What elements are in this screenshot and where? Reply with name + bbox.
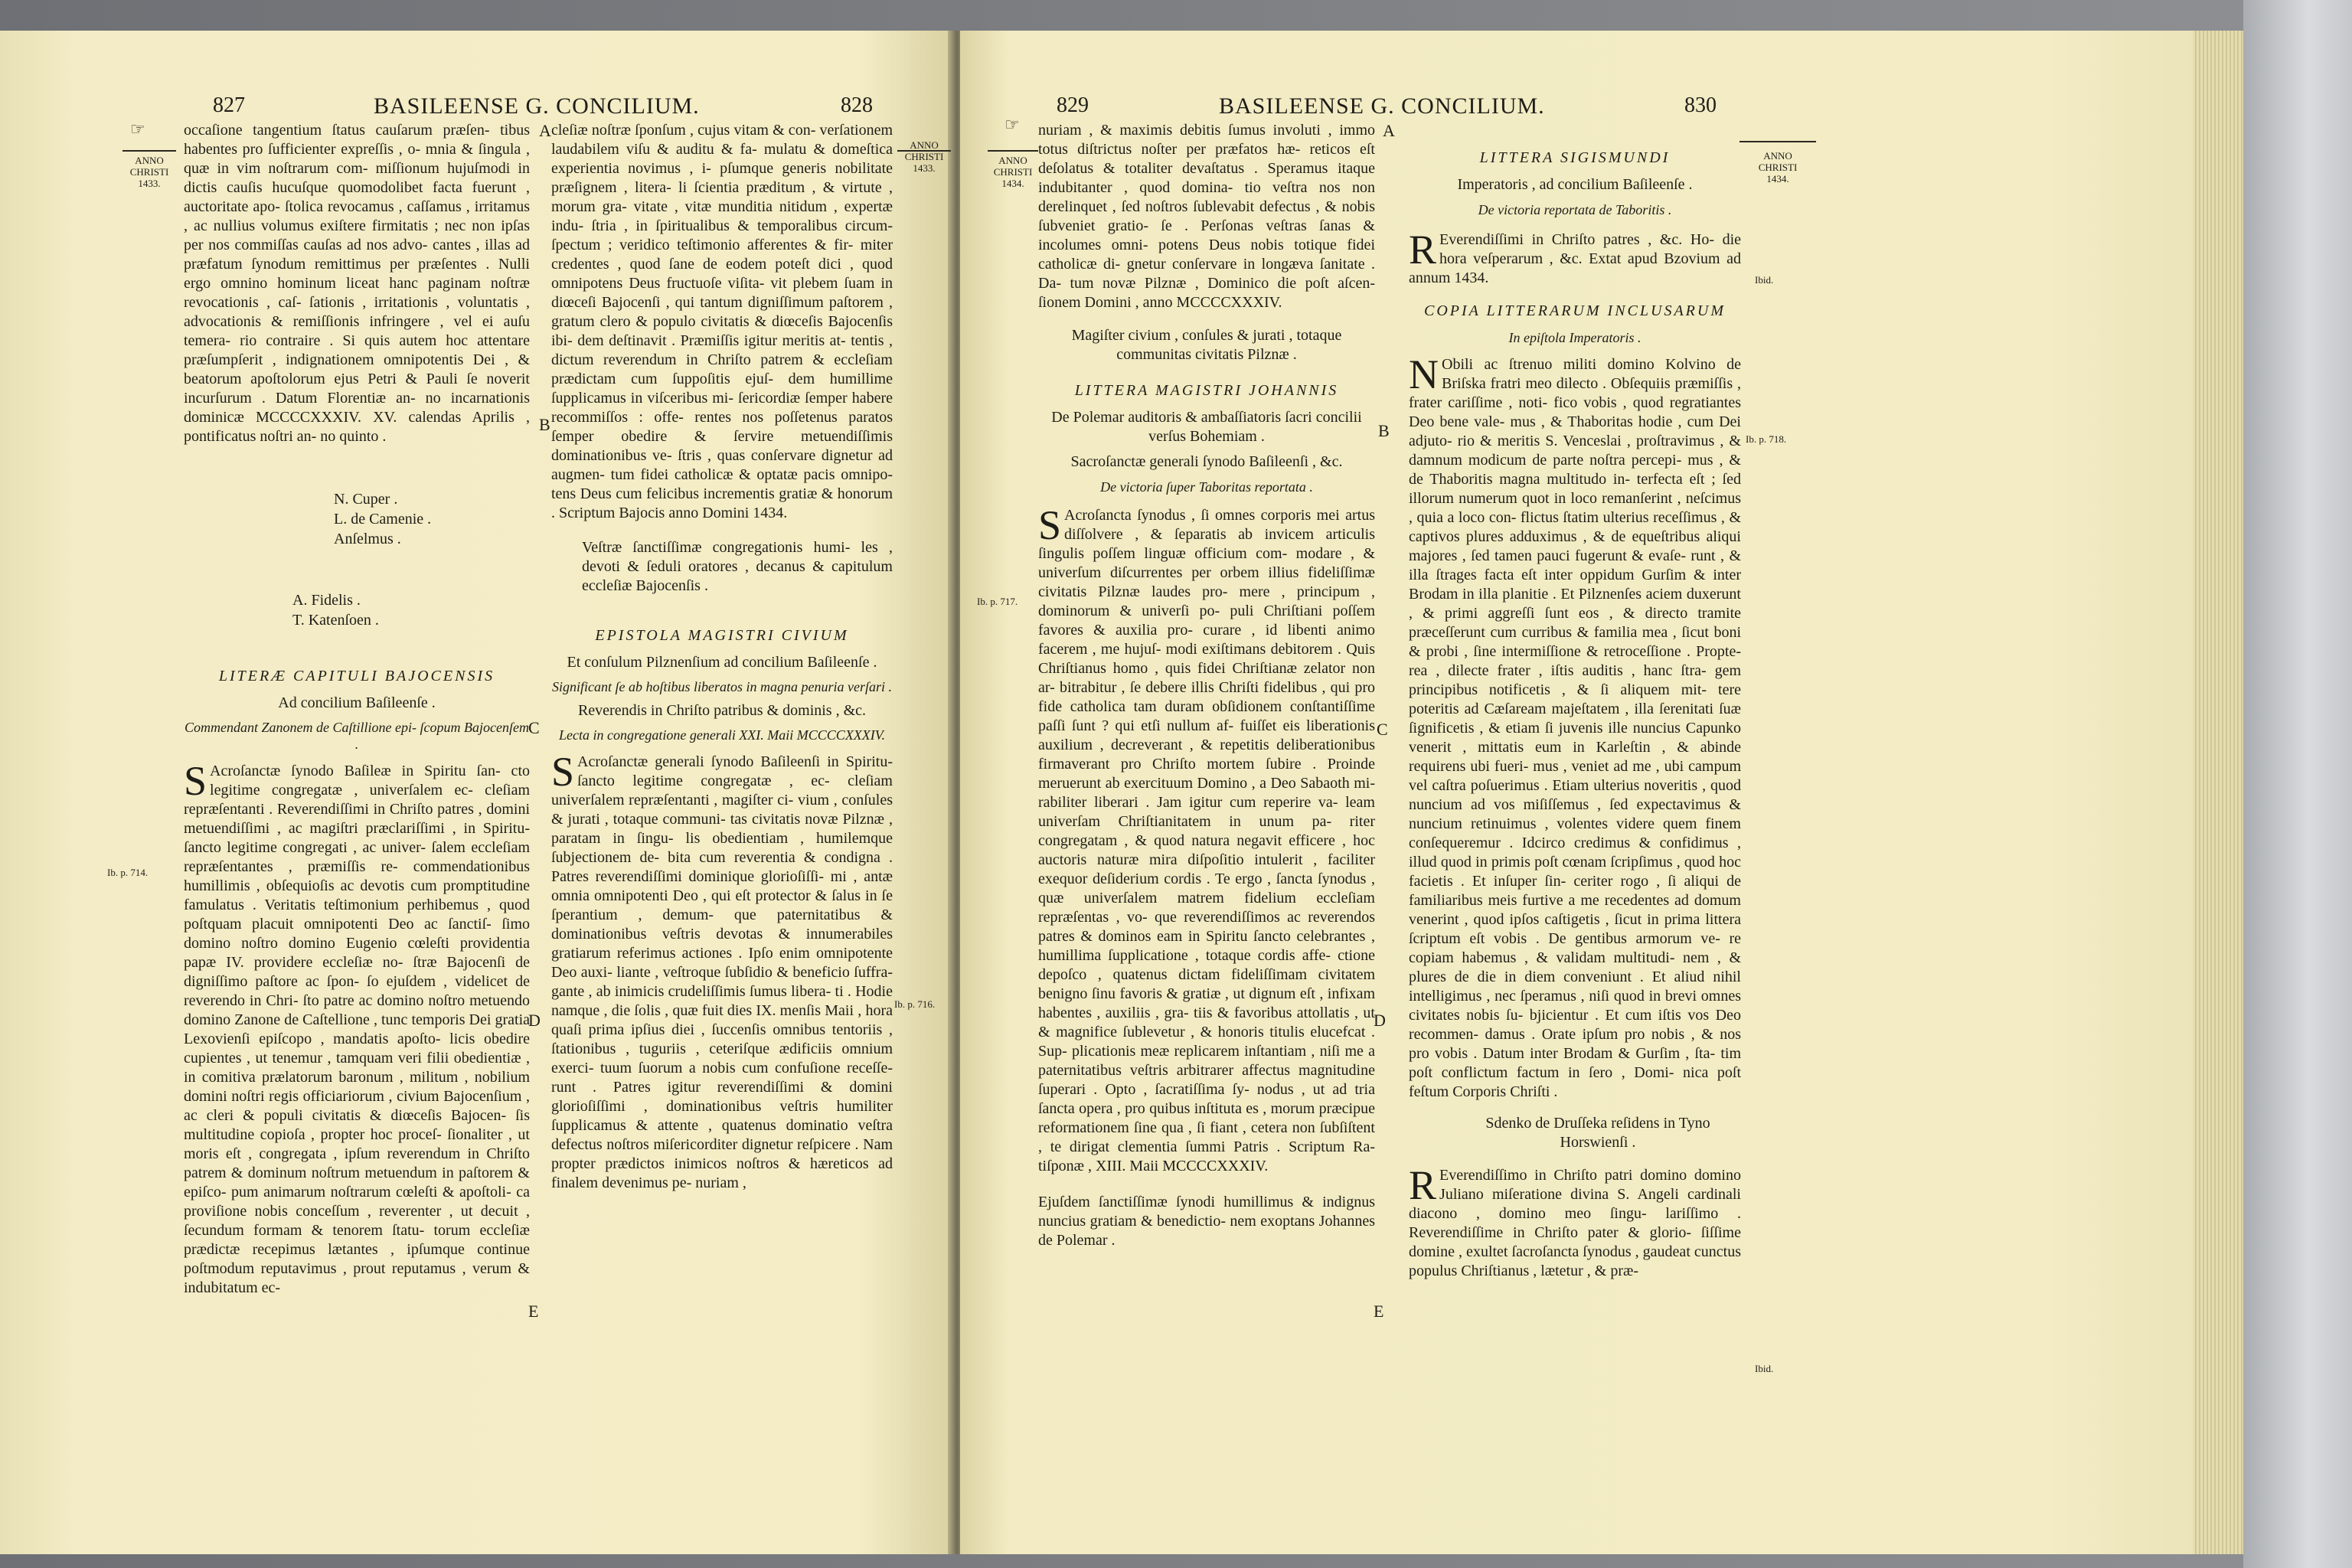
margin-rule-2 <box>1740 141 1816 142</box>
pointing-hand-icon: ☞ <box>130 119 145 139</box>
scanner-edge <box>2243 0 2352 1568</box>
page-fore-edge <box>2193 31 2243 1554</box>
copia-title: COPIA LITTERARUM INCLUSARUM <box>1424 302 1726 319</box>
paragraph: R Everendiſſimi in Chriſto patres , &c. Ho- die hora veſperarum , &c. Extat apud Bzovium ad annum 1434. <box>1409 227 1741 286</box>
letter-summary: Significant ſe ab hoſtibus liberatos in magna penuria verſari . <box>552 679 892 694</box>
lecta-note: Lecta in congregatione generali XXI. Maii MCCCCXXXIV. <box>559 727 885 743</box>
letter-title: LITERÆ CAPITULI BAJOCENSIS <box>218 668 495 684</box>
year-note-left: ANNO CHRISTI 1433. <box>129 155 169 189</box>
letter-subtitle: Imperatoris , ad concilium Baſileenſe . <box>1457 176 1693 193</box>
letter-title: LITTERA SIGISMUNDI <box>1479 149 1671 166</box>
margin-rule <box>988 150 1038 152</box>
letter-subtitle: De Polemar auditoris & ambaſſiatoris ſacri concilii verſus Bohemiam . <box>1051 409 1362 445</box>
margin-letter-d: D <box>1374 1011 1386 1030</box>
margin-letter-b: B <box>1378 421 1390 440</box>
right-column-2 <box>1409 144 1741 1287</box>
reference-note: Ib. p. 718. <box>1746 433 1787 445</box>
letter-summary: Commendant Zanonem de Caſtillione epi- ſcopum Bajocenſem . <box>185 720 529 752</box>
copia-body: N Obili ac ſtrenuo militi domino Kolvino de Briſska fratri meo dilecto . Obſequiis præmiſſis , frater cariſſime , noti- fico vobis , quod regratiantes Deo bene vale- mus , & Thaboritas hodie , cum Dei adjuto- rio & meritis S. Venceslai , proſtravimus , & damnum modicum de parte noſtra percepi- mus , & de Thaboritis magna multitudo in- terfecta eſt ; ſed illorum numerum quot in loco remanſerint , neſcimus , quia a loco con- flictus ſtatim ulterius receſſimus , & captivos plures adduximus , & de equeſtribus aliqui majores , ſed tamen pauci fugerunt & evaſe- runt , & illa ſtrages facta eſt inter oppidum Gurſim & inter Brodam in illa planitie . Et Pilznenſes aciem duxerunt , & primi aggreſſi ſunt eos , & directo tramite præceſſerunt cum curribus & familia mea , ſicut boni & probi , ſine intermiſſione & retroceſſione . Propte- rea , dilecte frater , iſtis auditis , hanc ſtra- gem principibus notificetis , & ſi aliquem mit- tere poteritis ad Cæſaream majeſtatem , illa ſerenitati ſuæ ſignificetis , & etiam ſi juvenis ille nuncius Capunko venerit , mittatis eum in Karleſtin , & abinde requirens ubi fueri- mus , veniet ad me , ubi campum vel caſtra poſuerimus . Etiam ulterius noveritis , quod nuncium ad vos miſiſſemus , ſed expectavimus & nuncium retinuimus , volentes videre quem finem conſequeremur . Idcirco credimus & confidimus , illud quod in primis poſt cœnam ſcripſimus , quod hoc facietis . Et inſuper ſin- ceriter rogo , ſi aliqui de familiaribus meis furtive a me recedentes ad domum venerint , quod ipſos caſtigetis , ſicut in prima littera ſcriptum eſt vobis . De gentibus armorum ve- re copiam habemus , & validam multitudi- nem , & plures de die in diem conveniunt . Et aliud nihil intelligimus , nec ſperamus , niſi quod in brevi omnes civitates nobis ſu- bjicientur . Et cum iſtis vos Deo recommen- damus . Orate ipſum pro nobis , & nos pro vobis . Datum inter Brodam & Gurſim , ſta- tim poſt conflictum factum in ſero , Domi- nica poſt feſtum Corporis Chriſti . <box>1409 351 1741 1100</box>
letter-subtitle: Ad concilium Baſileenſe . <box>278 694 436 711</box>
year-note-left-2: ANNO CHRISTI 1433. <box>904 139 944 174</box>
pointing-hand-icon: ☞ <box>1004 115 1020 134</box>
letter-subtitle: Et conſulum Pilznenſium ad concilium Baſileenſe . <box>567 654 877 671</box>
salutation: Reverendis in Chriſto patribus & dominis , &c. <box>577 702 867 719</box>
left-column-1 <box>184 121 530 1304</box>
reference-note: Ib. p. 716. <box>894 998 936 1010</box>
right-column-1 <box>1038 121 1375 1256</box>
left-column-2 <box>551 121 893 1199</box>
paragraph: cleſiæ noſtræ ſponſum , cujus vitam & con- verſationem laudabilem viſu & auditu & fa- mulatu & domeſtica experientia novimus , i- pſumque generis nobilitate præſignem , litera- li ſcientia præditum , & virtute , morum gra- vitate , vitæ munditia nitidum , expertæ indu- ſtria , in ſpiritualibus & temporalibus circum- ſpectum ; veridico teſtimonio afferentes & fir- miter credentes , quod ſane de eodem poteſt dici , quod omnipotens Deus fructuoſe viſita- vit plebem ſuam in diœceſi Bajocenſi , qui tantum digniſſimum paſtorem , gratum clero & populo civitatis & diœceſis Bajocenſis ibi- dem deſtinavit . Præmiſſis igitur meritis at- tentis , dictum reverendum in Chriſto patrem & eccleſiam prædictam cum ſuppoſitis ejuſ- dem humillime ſupplicamus in viſceribus mi- ſericordiæ ſemper habere recommiſſos : offe- rentes nos poſſetenus paratos ſemper obedire & ſervire metuendiſſimis dominationibus ve- ſtris , quas conſervare dignetur ad augmen- tum fidei catholicæ & optatæ pacis omnipo- tens Deus cum felicibus incrementis gratiæ & honorum . Scriptum Bajocis anno Domini 1434. <box>551 122 893 521</box>
margin-letter-c: C <box>1377 720 1388 739</box>
letter-title: EPISTOLA MAGISTRI CIVIUM <box>595 627 849 644</box>
letter-summary: De victoria reportata de Taboritis . <box>1478 202 1672 217</box>
margin-letter-e: E <box>528 1302 539 1321</box>
paragraph: nuriam , & maximis debitis ſumus involuti , immo totus diſtrictus noſter per præfatos hæ- reticos eſt deſolatus & totaliter devaſtatus . Speramus itaque indubitanter , quod domina- tio veſtra nos non derelinquet , ſed noſtros ſublevabit defectus , & nobis ſubveniet gratio- ſe . Perſonas veſtras ſanas & incolumes omni- potens Deus nobis totique fidei catholicæ di- gnetur conſervare in longæva ſanitate . Da- tum novæ Pilznæ , Dominico die poſt aſcen- ſionem Domini , anno MCCCCXXXIV. <box>1038 122 1375 311</box>
running-head-right: BASILEENSE G. CONCILIUM. <box>1219 93 1545 119</box>
margin-letter-d: D <box>528 1011 541 1030</box>
page-number-right: 829 <box>1057 93 1089 117</box>
page-number-right-2: 830 <box>1684 93 1717 117</box>
letter-body: S Acroſancta ſynodus , ſi omnes corporis mei artus diſſolvere , & ſeparatis ab invicem articulis ſingulis poſſem linguæ officium com- modare , & univerſum diſcurrentes per orbem illius fideliſſimæ civitatis Pilznæ laudes pro- mere , principum , dominorum & univerſi po- puli Chriſtiani poſſem favores & auxilia pro- curare , id libenti animo facerem , me hujuſ- modi exiſtimans debitorem . Quis Chriſtianus homo , quis fidei Chriſtianæ zelator non ar- bitrabitur , ſe debere illis Chriſti fidelibus , qui pro fide catholica tam duram obſidionem conſtantiſſime paſſi ſunt ? qui etſi nullum af- fuiſſet eis liberationis auxilium , decreverant , & repetitis deliberationibus firmaverant pro Chriſto mortem ſubire . Proinde meruerunt ab exercituum Domino , a Deo Sabaoth mi- rabiliter liberari . Jam igitur cum reperire va- leam univerſam Chriſtianitatem in unum pa- riter congregatam , & quod natura negavit efficere , hoc auctoris naturæ mira diſpoſitio intulerit , faciliter exequor deſiderium cordis . Te ergo , ſancta ſynodus , quæ univerſalem matrem fidelium eccleſiam repræſentas , vo- que reverendiſſimos ac reverendos patres & dominos eam in Spiritu ſancto celebrantes , humillima ſupplicatione , totaque cordis affe- ctione depoſco , quatenus dictam fideliſſimam civitatem benigno ſinu favoris & gratiæ , ut dignum eſt , infixam habentes , auxiliis , gra- tiis & favoribus attollatis , ut & magnifice ſublevetur , & honoris titulis elucefcat . Sup- plicationis meæ replicarem inſtantiam , niſi me a paternitatibus veſtris arbitrarer affectus magnitudine ſuperari . Opto , ſacratiſſima ſy- nodus , ut ad tria ſancta opera , pro quibus inſtituta es , morum præcipue reformationem ſine qua , ſi fiant , cetera non ſubſiſtent , te dirigat clementia ſummi Patris . Scriptum Ra- tiſponæ , XIII. Maii MCCCCXXXIV. <box>1038 502 1375 1174</box>
salutation: Sacroſanctæ generali ſynodo Baſileenſi , &c. <box>1070 453 1343 470</box>
margin-letter-b: B <box>539 415 550 434</box>
margin-letter-a: A <box>1383 121 1395 140</box>
margin-letter-e: E <box>1374 1302 1384 1321</box>
margin-letter-c: C <box>528 718 540 737</box>
paragraph: R Everendiſſimo in Chriſto patri domino domino Juliano miſeratione divina S. Angeli cardinali diacono , domino meo ſingu- lariſſimo . Reverendiſſime in Chriſto pater & glorio- ſiſſime domine , exultet ſacroſancta ſynodus , gaudeat cunctus populus Chriſtianus , lætetur , & præ- <box>1409 1162 1741 1279</box>
letter-title: LITTERA MAGISTRI JOHANNIS <box>1074 382 1339 399</box>
letter-body: S Acroſanctæ ſynodo Baſileæ in Spiritu ſan- cto legitime congregatæ , univerſalem ec- cleſiam repræſentanti . Reverendiſſimi in Chriſto patres , domini metuendiſſimi , ac magiſtri præclariſſimi , in Spiritu-ſancto legitime congregati , ac univer- ſalem eccleſiam repræſentantes , præmiſſis re- commendationibus humillimis , obſequioſis ac devotis cum promptitudine famulatus . Veritatis teſtimonium perhibemus , quod poſtquam placuit omnipotenti Deo ac ſanctiſ- ſimo domino noſtro domino Eugenio cœleſti providentia papæ IV. providere eccleſiæ no- ſtræ Bajocenſi de digniſſimo paſtore ac ſpon- ſo ejuſdem , videlicet de reverendo in Chri- ſto patre ac domino noſtro metuendo domino Zanone de Caſtellione , tunc temporis Dei gratia Lexovienſi epiſcopo , mandatis apoſto- licis obedire cupientes , ut tenemur , tamquam veri filii obedientiæ , in comitiva prælatorum baronum , militum , nobilium domini noſtri regis officiariorum , civium Bajocenſium , ac cleri & populi civitatis & diœceſis Bajocen- ſis multitudine copioſa , propter hoc proceſ- ſionaliter , ut moris eſt , congregata , ipſum reverendum in Chriſto patrem & dominum noſtrum metuendum in paſtorem & epiſco- pum animarum noſtrarum cœleſti & apoſtoli- ca proviſione nobis conceſſum , reverenter , ut decuit , ſecundum formam & tenorem ſtatu- torum eccleſiæ prædictæ recepimus lætantes , ipſumque continue poſtmodum reputavimus , prout reputamus , verum & indubitatum ec- <box>184 758 530 1296</box>
letter-summary: De victoria ſuper Taboritas reportata . <box>1100 479 1313 495</box>
letter-body: S Acroſanctæ generali ſynodo Baſileenſi in Spiritu-ſancto legitime congregatæ , ec- cleſiam univerſalem repræſentanti , magiſter ci- vium , conſules & jurati , totaque communi- tas civitatis novæ Pilznæ , paratam in ſingu- lis obedientiam , humilemque ſubjectionem de- bita cum reverentia & condigna . Patres reverendiſſimi dominique glorioſiſſi- mi , antæ omnia omnipotenti Deo , qui eſt protector & ſalus in ſe ſperantium , demum- que paternitatibus & dominationibus veſtris devotas & innumerabiles gratiarum referimus actiones . Ipſo enim omnipotente Deo auxi- liante , veſtroque ſubſidio & beneficio ſuffra- gante , ab inimicis crudeliſſimis ſumus libera- ti . Hodie namque , die ſolis , quæ fuit dies IX. menſis Maii , hora quaſi prima ipſius diei , ſuccenſis omnibus tentoriis , ſtationibus , tuguriis , ceteriſque ædificiis omnium exerci- tuum ſuorum a nobis cum confuſione receſſe- runt . Patres igitur reverendiſſimi & domini glorioſiſſimi , dominationibus veſtris humiliter ſupplicamus & attente , quatenus dominatio veſtra defectus noſtros miſericorditer dignetur reſpicere . Nam propter prædictos inimicos noſtros & hæreticos ad finalem devenimus pe- nuriam , <box>551 749 893 1191</box>
margin-rule <box>122 150 176 152</box>
closing: Magiſter civium , conſules & jurati , totaque communitas civitatis Pilznæ . <box>1071 327 1342 363</box>
page-number-left-2: 828 <box>841 93 873 117</box>
margin-letter-a: A <box>539 121 551 140</box>
year-note-right-2: ANNO CHRISTI 1434. <box>1758 150 1798 185</box>
reference-note: Ibid. <box>1755 1363 1774 1374</box>
reference-note: Ib. p. 717. <box>977 596 1018 607</box>
signature: Ejuſdem ſanctiſſimæ ſynodi humillimus & indignus nuncius gratiam & benedictio- nem exoptans Johannes de Polemar . <box>1038 1194 1375 1249</box>
closing: Veſtræ ſanctiſſimæ congregationis humi- les , devoti & ſeduli oratores , decanus & capitulum eccleſiæ Bajocenſis . <box>582 539 893 594</box>
copia-subtitle: In epiſtola Imperatoris . <box>1508 330 1642 345</box>
signature: Sdenko de Druſſeka reſidens in Tyno Horswienſi . <box>1485 1115 1710 1151</box>
signers: N. Cuper . L. de Camenie . Anſelmus . A. Fidelis . T. Katenſoen . <box>292 491 432 629</box>
year-note-right: ANNO CHRISTI 1434. <box>993 155 1033 189</box>
reference-note: Ib. p. 714. <box>107 867 149 878</box>
running-head-left: BASILEENSE G. CONCILIUM. <box>374 93 700 119</box>
paragraph: occaſione tangentium ſtatus cauſarum præſen- tibus habentes pro ſufficienter expreſſis , o- mnia & ſingula , quæ in vim noſtrarum com- miſſionum hujuſmodi in dictis cauſis hucuſque quomodolibet facta fuerunt , auctoritate apo- ſtolica revocamus , caſſamus , irritamus , ac nullius volumus exiſtere firmitatis ; nec non ipſas per nos commiſſas cauſas ad nos advo- cantes , illas ad præfatum ſynodum remittimus per præſentes . Nulli ergo omnino hominum liceat hanc paginam noſtræ revocationis , caſ- ſationis , irritationis , voluntatis , advocationis & remiſſionis infringere , vel ei auſu temera- rio contraire . Si quis autem hoc attentare præſumpſerit , indignationem omnipotentis Dei , & beatorum apoſtolorum ejus Petri & Pauli ſe noverit incurſurum . Datum Florentiæ an- no incarnationis dominicæ MCCCCXXXIV. XV. calendas Aprilis , pontificatus noſtri an- no quinto . <box>184 122 530 445</box>
page-number-left: 827 <box>213 93 245 117</box>
reference-note: Ibid. <box>1755 274 1774 286</box>
